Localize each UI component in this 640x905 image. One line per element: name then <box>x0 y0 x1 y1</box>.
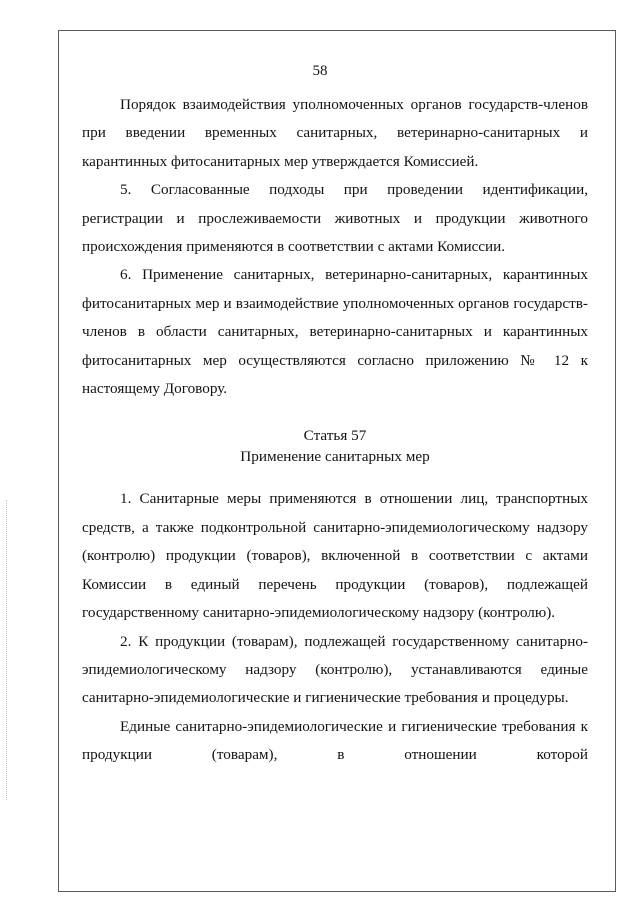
paragraph-unified-requirements: Единые санитарно-эпидемиологические и гигиенические требования к продукции (товарам), в отношении которой <box>82 717 588 764</box>
article-heading <box>82 425 588 467</box>
paragraph-5-identification: 5. Согласованные подходы при проведении идентификации, регистрации и прослеживаемости животных и продукции животного происхождения применяются в соответствии с актами Комиссии. <box>82 181 588 256</box>
article-title: Применение санитарных мер <box>240 448 430 466</box>
page-number: 58 <box>312 63 328 79</box>
paragraph-interaction-procedure: Порядок взаимодействия уполномоченных органов государств-членов при введении временных санитарных, ветеринарно-санитарных и карантинных фитосанитарных мер утверждается Комиссией. <box>82 96 588 170</box>
scan-margin-artifact <box>6 500 8 800</box>
document-body <box>82 91 588 770</box>
paragraph-1-sanitary-measures: 1. Санитарные меры применяются в отношении лиц, транспортных средств, а также подконтрольной санитарно-эпидемиологическому надзору (контролю) продукции (товаров), включенной в соответствии с актами Комиссии в единый перечень продукции (товаров), подлежащей государственному санитарно-эпидемиологическому надзору (контролю). <box>82 490 588 622</box>
paragraph-6-application: 6. Применение санитарных, ветеринарно-санитарных, карантинных фитосанитарных мер и взаимодействие уполномоченных органов государств-членов в области санитарных, ветеринарно-санитарных и карантинных фитосанитарных мер осуществляются согласно приложению № 12 к настоящему Договору. <box>82 266 588 398</box>
paragraph-2-requirements: 2. К продукции (товарам), подлежащей государственному санитарно-эпидемиологическому надзору (контролю), устанавливаются единые санитарно-эпидемиологические и гигиенические требования и процедуры. <box>82 632 588 707</box>
article-number: Статья 57 <box>303 427 367 445</box>
